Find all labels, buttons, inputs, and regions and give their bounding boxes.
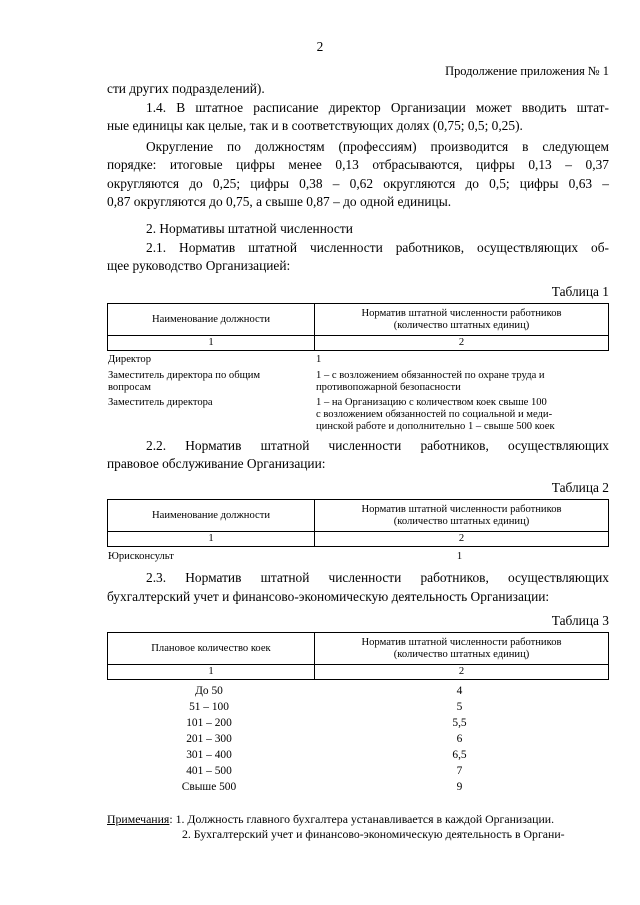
- table3-num1: 1: [108, 665, 315, 680]
- continuation-label: Продолжение приложения № 1: [445, 64, 609, 78]
- table3-value: 5,5: [452, 717, 467, 729]
- table1-row-name: Заместитель директора: [108, 397, 213, 408]
- table2-caption: Таблица 2: [551, 480, 609, 495]
- notes-line-2: 2. Бухгалтерский учет и финансово-экономическую деятельность в Органи-: [182, 827, 565, 841]
- table1-row-value: 1 – на Организацию с количеством коек свыше 100 с возложением обязанностей по социальной и меди- цинской работе и дополнительно 1 – свыше 500 коек: [316, 397, 555, 432]
- text-line: ные единицы как целые, так и в соответствующих долях (0,75; 0,5; 0,25).: [107, 118, 523, 133]
- text-line: порядке: итоговые цифры менее 0,13 отбрасываются, цифры 0,13 – 0,37: [107, 157, 609, 172]
- text-line: щее руководство Организацией:: [107, 258, 291, 273]
- table3-value: 9: [456, 781, 463, 793]
- table3-value: 6,5: [452, 749, 467, 761]
- table3-value: 6: [456, 733, 463, 745]
- text-line: 2.3. Норматив штатной численности работников, осуществляющих: [146, 570, 609, 585]
- table1-col1-header: Наименование должности: [108, 304, 315, 336]
- notes-label: Примечания: [107, 812, 170, 826]
- table2-num2: 2: [315, 532, 609, 547]
- text-line: бухгалтерский учет и финансово-экономическую деятельность Организации:: [107, 589, 550, 604]
- table2-col1-header: Наименование должности: [108, 500, 315, 532]
- table1-row-name: Директор: [108, 354, 151, 365]
- text-line: правовое обслуживание Организации:: [107, 456, 326, 471]
- table1-col2-header: Норматив штатной численности работников (количество штатных единиц): [315, 304, 609, 336]
- text-line: округляются до 0,25; цифры 0,38 – 0,62 округляются до 0,5; цифры 0,63 –: [107, 176, 609, 191]
- table2-row-value: 1: [456, 551, 463, 562]
- table1-row-value: 1 – с возложением обязанностей по охране труда и противопожарной безопасности: [316, 370, 545, 393]
- table3-value: 5: [456, 701, 463, 713]
- text-line: 1.4. В штатное расписание директор Организации может вводить штат-: [146, 100, 609, 115]
- text-line: сти других подразделений).: [107, 81, 265, 96]
- table3-beds: До 50: [195, 685, 223, 697]
- section-title: 2. Нормативы штатной численности: [146, 221, 353, 236]
- table3-beds: 401 – 500: [186, 765, 232, 777]
- table1-header: [107, 303, 609, 351]
- table2-num1: 1: [108, 532, 315, 547]
- table1-num2: 2: [315, 336, 609, 351]
- text-line: 2.1. Норматив штатной численности работников, осуществляющих об-: [146, 240, 609, 255]
- table3-beds: 51 – 100: [189, 701, 229, 713]
- table3-header: [107, 632, 609, 680]
- table1-num1: 1: [108, 336, 315, 351]
- table1-caption: Таблица 1: [551, 284, 609, 299]
- table3-col2-header: Норматив штатной численности работников (количество штатных единиц): [315, 633, 609, 665]
- text-line: Округление по должностям (профессиям) производится в следующем: [146, 139, 609, 154]
- page-number: 2: [316, 39, 324, 54]
- text-line: 2.2. Норматив штатной численности работников, осуществляющих: [146, 438, 609, 453]
- table2-header: [107, 499, 609, 547]
- table2-row-name: Юрисконсульт: [108, 551, 174, 562]
- table3-caption: Таблица 3: [551, 613, 609, 628]
- table3-beds: Свыше 500: [181, 781, 237, 793]
- table3-num2: 2: [315, 665, 609, 680]
- table3-beds: 201 – 300: [186, 733, 232, 745]
- table3-value: 7: [456, 765, 463, 777]
- table3-col1-header: Плановое количество коек: [108, 633, 315, 665]
- table1-row-value: 1: [316, 354, 322, 365]
- table1-row-name: Заместитель директора по общим вопросам: [108, 370, 261, 393]
- notes-line-1: Примечания: 1. Должность главного бухгалтера устанавливается в каждой Организации.: [107, 812, 555, 826]
- table3-beds: 301 – 400: [186, 749, 232, 761]
- text-line: 0,87 округляются до 0,75, а свыше 0,87 – до одной единицы.: [107, 194, 452, 209]
- table2-col2-header: Норматив штатной численности работников (количество штатных единиц): [315, 500, 609, 532]
- table3-value: 4: [456, 685, 463, 697]
- table3-beds: 101 – 200: [186, 717, 232, 729]
